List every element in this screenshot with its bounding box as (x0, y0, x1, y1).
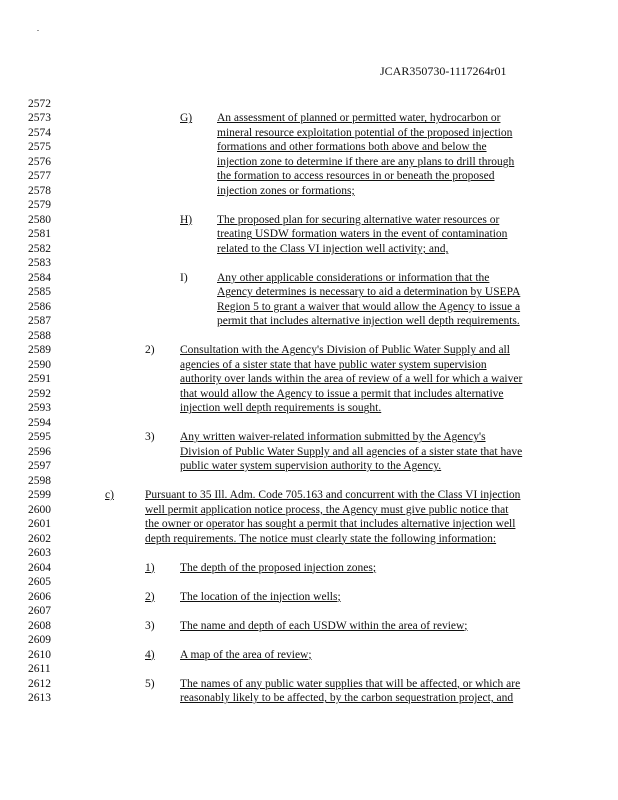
line-number: 2610 (28, 648, 51, 661)
line-text: The depth of the proposed injection zones; (180, 561, 377, 574)
line-number: 2603 (28, 547, 51, 560)
line-text: Pursuant to 35 Ill. Adm. Code 705.163 and concurrent with the Class VI injection (145, 489, 521, 502)
document-line (0, 358, 618, 372)
line-text: An assessment of planned or permitted water, hydrocarbon or (217, 112, 501, 125)
line-number: 2590 (28, 358, 51, 371)
document-line (0, 546, 618, 560)
line-text: injection zone to determine if there are any plans to drill through (217, 155, 515, 168)
document-line (0, 271, 618, 285)
line-number: 2574 (28, 126, 51, 139)
document-line (0, 445, 618, 459)
document-line (0, 590, 618, 604)
line-number: 2586 (28, 300, 51, 313)
document-line (0, 126, 618, 140)
line-number: 2595 (28, 431, 51, 444)
document-line (0, 256, 618, 270)
list-marker: 2) (145, 590, 155, 603)
document-line (0, 430, 618, 444)
line-number: 2606 (28, 590, 51, 603)
line-number: 2609 (28, 634, 51, 647)
line-text: injection well depth requirements is sought. (180, 402, 382, 415)
document-line (0, 517, 618, 531)
line-text: formations and other formations both above and below the (217, 141, 487, 154)
line-number: 2594 (28, 416, 51, 429)
line-number: 2607 (28, 605, 51, 618)
document-line (0, 619, 618, 633)
line-number: 2611 (28, 663, 51, 676)
line-text: that would allow the Agency to issue a permit that includes alternative (180, 387, 504, 400)
line-text: Region 5 to grant a waiver that would allow the Agency to issue a (217, 300, 521, 313)
document-line (0, 459, 618, 473)
list-marker: 1) (145, 561, 155, 574)
document-line (0, 314, 618, 328)
document-line (0, 242, 618, 256)
line-number: 2589 (28, 344, 51, 357)
line-text: depth requirements. The notice must clearly state the following information: (145, 532, 497, 545)
list-marker: G) (180, 112, 193, 125)
document-line (0, 662, 618, 676)
line-text: A map of the area of review; (180, 648, 312, 661)
list-marker: 2) (145, 344, 155, 357)
line-number: 2582 (28, 242, 51, 255)
document-line (0, 198, 618, 212)
line-text: well permit application notice process, the Agency must give public notice that (145, 503, 509, 516)
line-text: reasonably likely to be affected, by the carbon sequestration project, and (180, 692, 514, 705)
line-number: 2613 (28, 692, 51, 705)
line-text: Any other applicable considerations or information that the (217, 271, 490, 284)
line-number: 2576 (28, 155, 51, 168)
line-text: Consultation with the Agency's Division of Public Water Supply and all (180, 344, 510, 357)
document-line (0, 503, 618, 517)
document-line (0, 691, 618, 705)
document-line (0, 169, 618, 183)
document-line (0, 474, 618, 488)
document-line (0, 184, 618, 198)
list-marker: 5) (145, 677, 155, 690)
line-number: 2605 (28, 576, 51, 589)
list-marker: 3) (145, 431, 155, 444)
line-number: 2612 (28, 677, 51, 690)
line-text: the owner or operator has sought a permit that includes alternative injection well (145, 518, 516, 531)
line-number: 2608 (28, 619, 51, 632)
document-line (0, 97, 618, 111)
list-marker: I) (180, 271, 188, 284)
line-text: mineral resource exploitation potential of the proposed injection (217, 126, 513, 139)
line-text: Division of Public Water Supply and all agencies of a sister state that have (180, 445, 523, 458)
document-line (0, 401, 618, 415)
document-line (0, 648, 618, 662)
document-line (0, 343, 618, 357)
list-marker: H) (180, 213, 193, 226)
document-line (0, 111, 618, 125)
line-text: related to the Class VI injection well activity; and, (217, 242, 449, 255)
line-number: 2575 (28, 141, 51, 154)
document-id-header: JCAR350730-1117264r01 (380, 64, 507, 78)
line-number: 2585 (28, 286, 51, 299)
document-line (0, 633, 618, 647)
document-line (0, 300, 618, 314)
line-number: 2597 (28, 460, 51, 473)
document-line (0, 561, 618, 575)
line-text: The name and depth of each USDW within the area of review; (180, 619, 468, 632)
line-text: the formation to access resources in or beneath the proposed (217, 170, 495, 183)
line-number: 2573 (28, 112, 51, 125)
line-text: treating USDW formation waters in the event of contamination (217, 228, 508, 241)
line-number: 2598 (28, 474, 51, 487)
line-number: 2577 (28, 170, 51, 183)
document-line (0, 575, 618, 589)
line-number: 2600 (28, 503, 51, 516)
line-text: Agency determines is necessary to aid a determination by USEPA (217, 286, 521, 299)
line-text: The location of the injection wells; (180, 590, 341, 603)
document-line (0, 387, 618, 401)
line-number: 2604 (28, 561, 51, 574)
line-number: 2580 (28, 213, 51, 226)
list-marker: 3) (145, 619, 155, 632)
line-number: 2579 (28, 199, 51, 212)
document-line (0, 155, 618, 169)
document-line (0, 372, 618, 386)
document-line (0, 416, 618, 430)
line-number: 2583 (28, 257, 51, 270)
line-number: 2593 (28, 402, 51, 415)
document-line (0, 604, 618, 618)
line-number: 2596 (28, 445, 51, 458)
line-number: 2584 (28, 271, 51, 284)
line-number: 2581 (28, 228, 51, 241)
document-line (0, 213, 618, 227)
document-line (0, 329, 618, 343)
line-number: 2602 (28, 532, 51, 545)
line-number: 2572 (28, 98, 51, 110)
line-text: Any written waiver-related information submitted by the Agency's (180, 431, 486, 444)
line-text: agencies of a sister state that have public water system supervision (180, 358, 487, 371)
line-text: permit that includes alternative injection well depth requirements. (217, 315, 520, 328)
list-marker: 4) (145, 648, 155, 661)
document-line (0, 140, 618, 154)
list-marker: c) (105, 489, 114, 502)
line-number: 2587 (28, 315, 51, 328)
line-number: 2588 (28, 329, 51, 342)
line-text: public water system supervision authority to the Agency. (180, 460, 442, 473)
document-line (0, 227, 618, 241)
document-line (0, 677, 618, 691)
line-text: The proposed plan for securing alternative water resources or (217, 213, 500, 226)
line-number: 2601 (28, 518, 51, 531)
document-line (0, 488, 618, 502)
document-line (0, 285, 618, 299)
line-number: 2591 (28, 373, 51, 386)
line-number: 2599 (28, 489, 51, 502)
line-text: authority over lands within the area of review of a well for which a waiver (180, 373, 523, 386)
line-number: 2592 (28, 387, 51, 400)
page-speck (37, 30, 39, 31)
line-number: 2578 (28, 184, 51, 197)
line-text: injection zones or formations; (217, 184, 355, 197)
line-text: The names of any public water supplies that will be affected, or which are (180, 677, 521, 690)
document-line (0, 532, 618, 546)
